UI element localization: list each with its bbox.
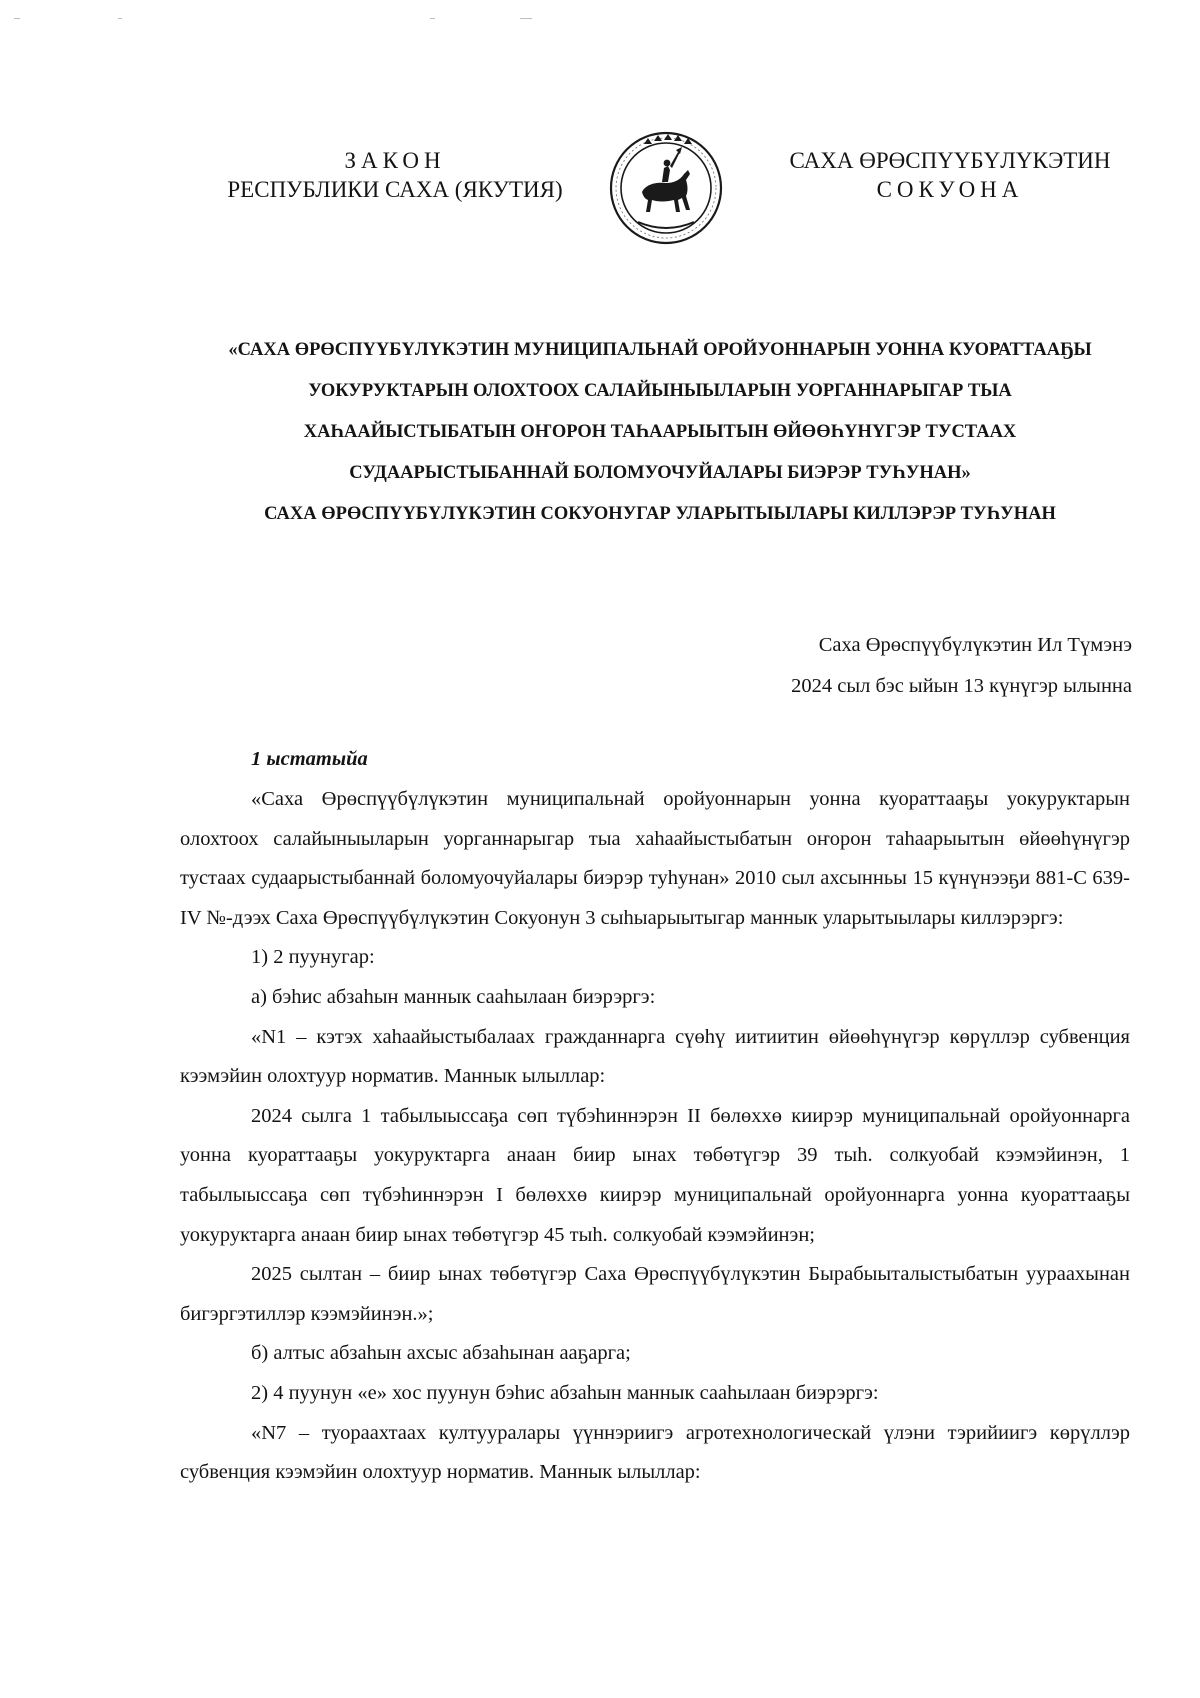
article-paragraph: 2024 сылга 1 табылыыссаҕа сөп түбэһиннэрэн II бөлөххө киирэр муниципальнай оройуоннарга уонна куораттааҕы уокуруктарга анаан биир ынах төбөтүгэр 39 тыһ. солкуобай кээмэйинэн, 1 табылыыссаҕа сөп түбэһиннэрэн I бөлөххө киирэр муниципальнай оройуоннарга уонна куораттааҕы уокуруктарга анаан биир ынах төбөтүгэр 45 тыһ. солкуобай кээмэйинэн; [180,1104,1130,1246]
adopting-body: Саха Өрөспүүбүлүкэтин Ил Түмэнэ [818,634,1132,656]
article-paragraph: 2) 4 пуунун «е» хос пуунун бэһис абзаһын маннык сааһылаан биэрэргэ: [251,1382,879,1404]
scan-speck [14,18,20,19]
article-paragraph: 2025 сылтан – биир ынах төбөтүгэр Саха Өрөспүүбүлүкэтин Бырабыыталыстыбатын уураахынан бигэргэтиллэр кээмэйинэн.»; [180,1263,1130,1325]
title-line-2: УОКУРУКТАРЫН ОЛОХТООХ САЛАЙЫНЫЫЛАРЫН УОРГАННАРЫГАР ТЫА [308,381,1012,401]
article-paragraph: б) алтыс абзаһын ахсыс абзаһынан ааҕарга; [251,1342,631,1365]
article-paragraph: «N1 – кэтэх хаһаайыстыбалаах гражданнарга сүөһү иитиитин өйөөһүнүгэр көрүллэр субвенция кээмэйин олохтуур норматив. Маннык ылыллар: [180,1025,1130,1088]
scan-speck [430,18,435,19]
title-line-5: САХА ӨРӨСПҮҮБҮЛҮКЭТИН СОКУОНУГАР УЛАРЫТЫЫЛАРЫ КИЛЛЭРЭР ТУҺУНАН [264,504,1056,524]
article-body [180,740,1130,1493]
republic-name-ru: РЕСПУБЛИКИ САХА (ЯКУТИЯ) [227,177,563,202]
title-line-1: «САХА ӨРӨСПҮҮБҮЛҮКЭТИН МУНИЦИПАЛЬНАЙ ОРОЙУОННАРЫН УОННА КУОРАТТААҔЫ [228,340,1092,360]
article-paragraph: «N7 – туораахтаах култууралары үүннэриигэ агротехнологическай үлэни тэрийиигэ көрүллэр субвенция кээмэйин олохтуур норматив. Маннык ылыллар: [180,1421,1130,1484]
scan-speck [118,18,122,19]
title-line-4: СУДААРЫСТЫБАННАЙ БОЛОМУОЧУЙАЛАРЫ БИЭРЭР ТУҺУНАН» [349,463,971,483]
title-line-3: ХАҺААЙЫСТЫБАТЫН ОҤОРОН ТАҺААРЫЫТЫН ӨЙӨӨҺҮНҮГЭР ТУСТААХ [303,422,1017,442]
article-paragraph: «Саха Өрөспүүбүлүкэтин муниципальнай оройуоннарын уонна куораттааҕы уокуруктарын олохтоох салайыныыларын уорганнарыгар тыа хаһаайыстыбатын оҥорон таһаарыытын өйөөһүнүгэр тустаах судаарыстыбаннай боломуочуйалары биэрэр туһунан» 2010 сыл ахсынньы 15 күнүнээҕи 881-С 639-IV №-дээх Саха Өрөспүүбүлүкэтин Сокуонун 3 сыһыарыытыгар маннык уларытыылары киллэрэргэ: [180,788,1130,929]
header-left [190,146,600,204]
header-right [770,146,1130,204]
scan-speck [520,18,532,19]
law-word: ЗАКОН [344,148,446,173]
republic-coat-of-arms-icon [608,130,724,246]
republic-name-sah: САХА ӨРӨСПҮҮБҮЛҮКЭТИН [789,148,1111,173]
adoption-block [791,625,1132,707]
article-heading: 1 ыстатыйа [251,748,368,770]
article-paragraph: а) бэһис абзаһын маннык сааһылаан биэрэргэ: [251,986,656,1009]
article-paragraph: 1) 2 пуунугар: [251,946,375,969]
law-word-sah: СОКУОНА [876,177,1024,202]
adoption-date: 2024 сыл бэс ыйын 13 күнүгэр ылынна [791,675,1132,697]
law-title [180,330,1140,535]
